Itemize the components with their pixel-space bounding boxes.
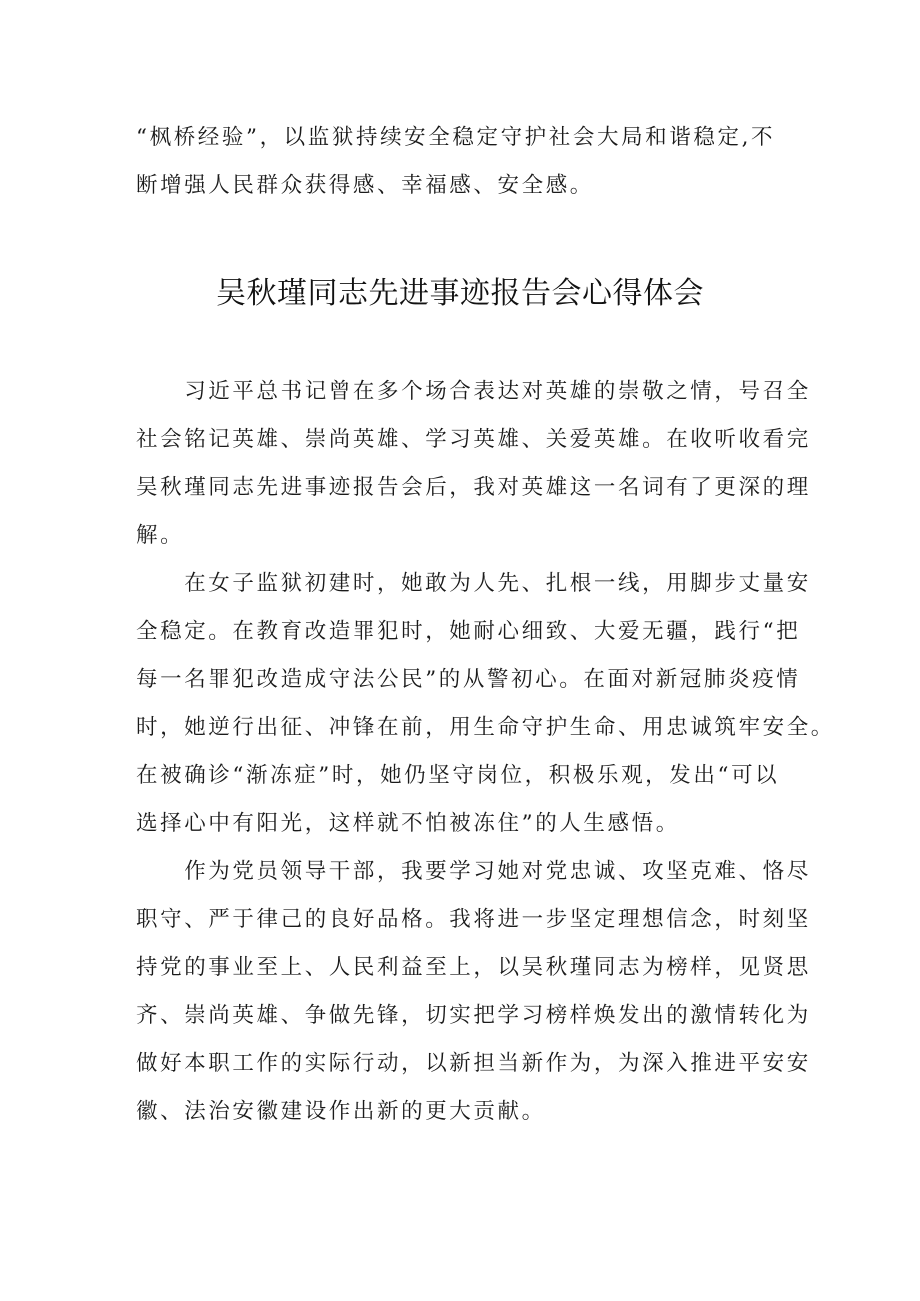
text-line: 做好本职工作的实际行动，以新担当新作为，为深入推进平安安: [136, 1051, 811, 1076]
article-body: [136, 368, 835, 1136]
text-line: 职守、严于律己的良好品格。我将进一步坚定理想信念，时刻坚: [136, 907, 811, 932]
text-line: 解。: [136, 523, 185, 548]
previous-article-ending: [136, 114, 796, 210]
text-line: 持党的事业至上、人民利益至上，以吴秋瑾同志为榜样，见贤思: [136, 955, 811, 980]
text-line: 在被确诊“渐冻症”时，她仍坚守岗位，积极乐观，发出“可以: [136, 763, 780, 788]
text-line: “枫桥经验”，以监狱持续安全稳定守护社会大局和谐稳定,不: [136, 125, 776, 150]
text-line: 社会铭记英雄、崇尚英雄、学习英雄、关爱英雄。在收听收看完: [136, 427, 811, 452]
text-line: 断增强人民群众获得感、幸福感、安全感。: [136, 173, 594, 198]
text-line: 每一名罪犯改造成守法公民”的从警初心。在面对新冠肺炎疫情: [136, 667, 801, 692]
text-line: 全稳定。在教育改造罪犯时，她耐心细致、大爱无疆，践行“把: [136, 619, 801, 644]
text-line: 徽、法治安徽建设作出新的更大贡献。: [136, 1099, 546, 1124]
text-line: 在女子监狱初建时，她敢为人先、扎根一线，用脚步丈量安: [136, 571, 811, 596]
text-line: 齐、崇尚英雄、争做先锋，切实把学习榜样焕发出的激情转化为: [136, 1003, 811, 1028]
text-line: 时，她逆行出征、冲锋在前，用生命守护生命、用忠诚筑牢安全。: [136, 715, 835, 740]
text-line: 选择心中有阳光，这样就不怕被冻住”的人生感悟。: [136, 811, 680, 836]
text-line: 习近平总书记曾在多个场合表达对英雄的崇敬之情，号召全: [136, 379, 811, 404]
article-title: 吴秋瑾同志先进事迹报告会心得体会: [216, 276, 704, 311]
text-line: 作为党员领导干部，我要学习她对党忠诚、攻坚克难、恪尽: [136, 859, 811, 884]
text-line: 吴秋瑾同志先进事迹报告会后，我对英雄这一名词有了更深的理: [136, 475, 811, 500]
